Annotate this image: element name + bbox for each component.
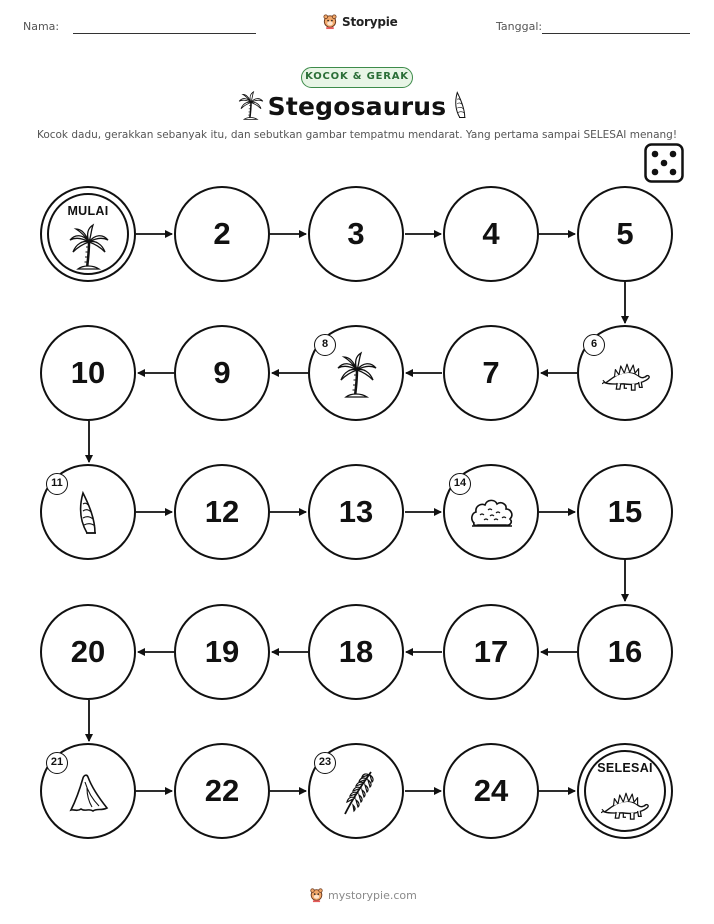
space-number: 16 <box>607 634 643 669</box>
space-number: 9 <box>213 355 231 390</box>
space-11 <box>40 464 136 560</box>
fern-leaf-icon <box>333 768 381 816</box>
space-number-badge: 14 <box>449 473 471 495</box>
space-number-badge: 8 <box>314 334 336 356</box>
start-label: MULAI <box>67 204 109 218</box>
space-number: 17 <box>473 634 509 669</box>
space-number-badge: 21 <box>46 752 68 774</box>
space-9 <box>174 325 270 421</box>
space-14 <box>443 464 539 560</box>
activity-tag: KOCOK & GERAK <box>301 67 413 88</box>
finish-label: SELESAI <box>597 761 653 775</box>
space-number: 13 <box>338 494 374 529</box>
space-7 <box>443 325 539 421</box>
space-number: 10 <box>70 355 106 390</box>
page-title: Stegosaurus <box>267 92 447 121</box>
space-number: 19 <box>204 634 240 669</box>
space-number: 20 <box>70 634 106 669</box>
space-number: 2 <box>213 216 231 251</box>
stegosaurus-icon <box>601 781 651 825</box>
name-label: Nama: <box>23 20 60 33</box>
space-23 <box>308 743 404 839</box>
space-number: 24 <box>473 773 509 808</box>
space-number: 7 <box>482 355 500 390</box>
space-17 <box>443 604 539 700</box>
space-10 <box>40 325 136 421</box>
palm-tree-icon <box>65 222 113 270</box>
space-number: 12 <box>204 494 240 529</box>
bush-icon <box>468 489 516 537</box>
space-18 <box>308 604 404 700</box>
footer-url[interactable]: mystorypie.com <box>328 888 417 902</box>
space-number: 4 <box>482 216 500 251</box>
stegosaurus-icon <box>602 350 652 398</box>
horn-icon <box>65 489 113 537</box>
space-3 <box>308 186 404 282</box>
space-5 <box>577 186 673 282</box>
palm-tree-icon <box>333 350 381 398</box>
shark-tooth-icon <box>65 768 113 816</box>
space-number: 22 <box>204 773 240 808</box>
space-number: 15 <box>607 494 643 529</box>
space-4 <box>443 186 539 282</box>
brand-name: Storypie <box>342 14 398 29</box>
space-22 <box>174 743 270 839</box>
space-20 <box>40 604 136 700</box>
space-8 <box>308 325 404 421</box>
mascot-icon <box>309 887 324 903</box>
space-number-badge: 11 <box>46 473 68 495</box>
space-number-badge: 23 <box>314 752 336 774</box>
space-13 <box>308 464 404 560</box>
space-19 <box>174 604 270 700</box>
space-21 <box>40 743 136 839</box>
space-2 <box>174 186 270 282</box>
space-number: 18 <box>338 634 374 669</box>
space-number: 5 <box>616 216 634 251</box>
space-15 <box>577 464 673 560</box>
space-number-badge: 6 <box>583 334 605 356</box>
date-label: Tanggal: <box>496 20 543 33</box>
space-finish <box>577 743 673 839</box>
space-16 <box>577 604 673 700</box>
space-12 <box>174 464 270 560</box>
space-number: 3 <box>347 216 365 251</box>
instructions: Kocok dadu, gerakkan sebanyak itu, dan sebutkan gambar tempatmu mendarat. Yang pertama sampai SELESAI menang! <box>36 129 678 141</box>
space-6 <box>577 325 673 421</box>
space-24 <box>443 743 539 839</box>
footer <box>309 887 417 903</box>
space-start <box>40 186 136 282</box>
